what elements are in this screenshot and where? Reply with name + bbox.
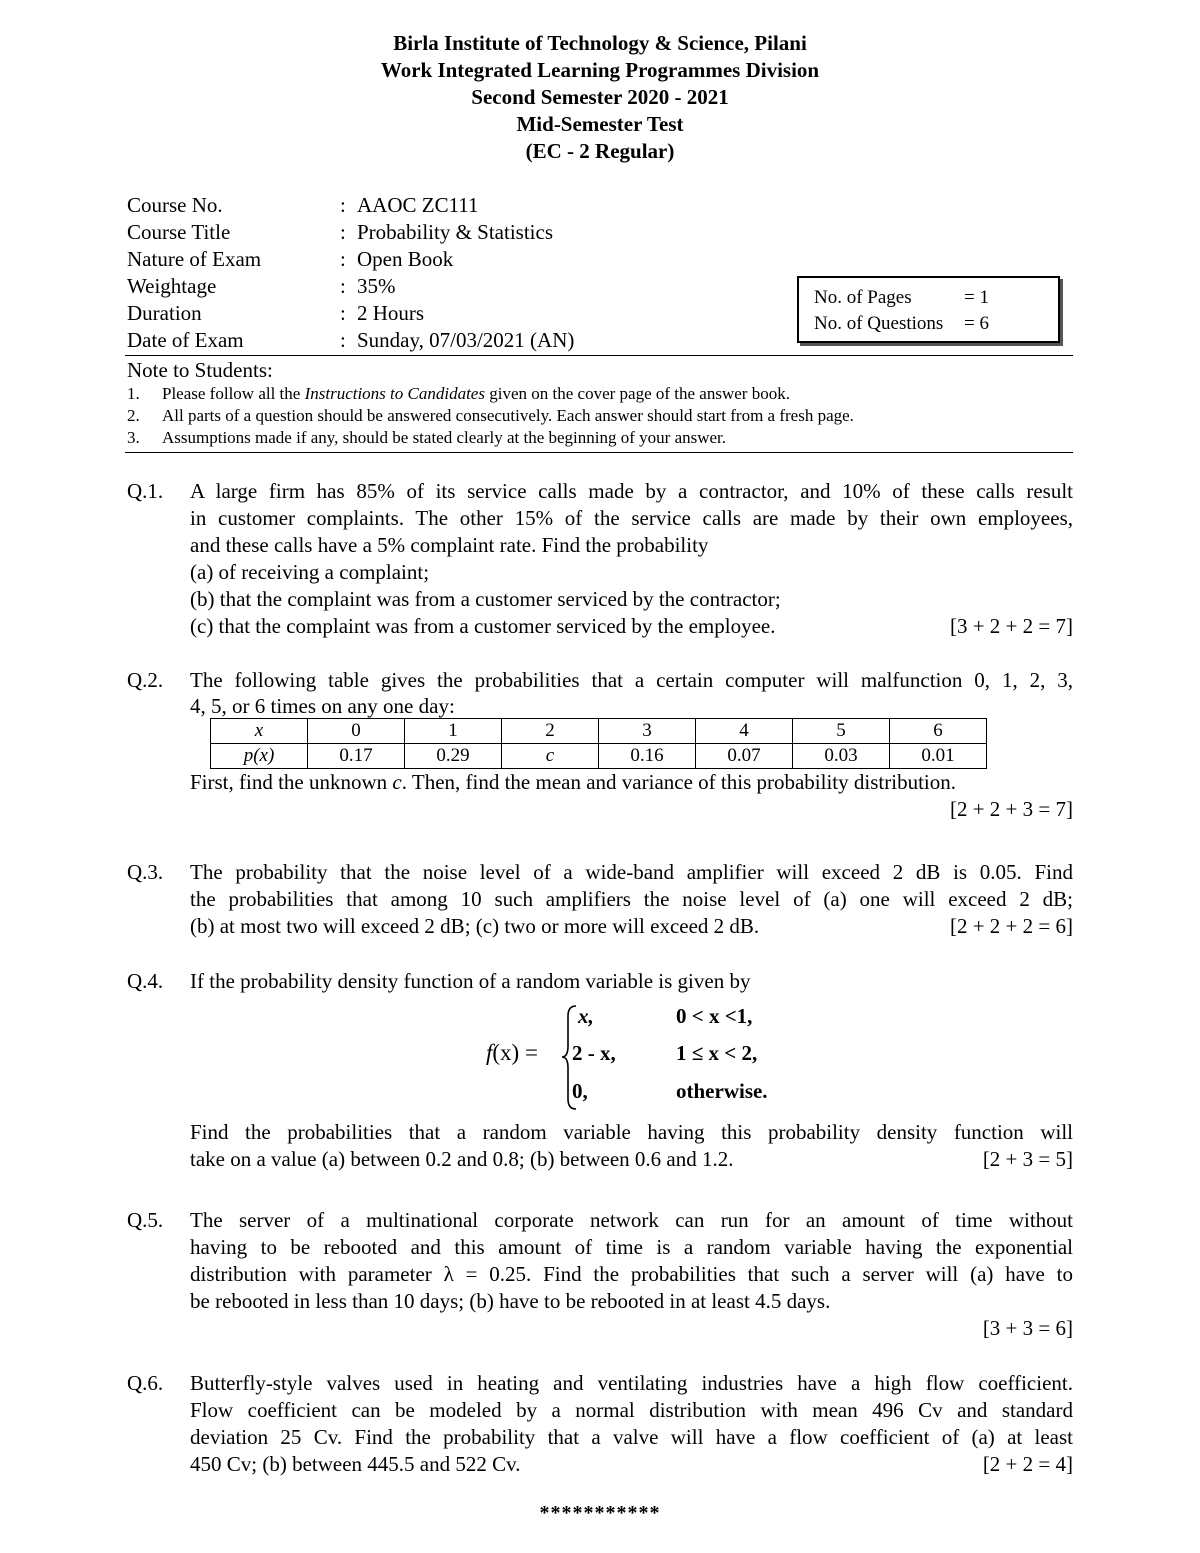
question-text-line: and these calls have a 5% complaint rate. Find the probability xyxy=(190,533,709,557)
question-text-line: (a) of receiving a complaint; xyxy=(190,560,430,584)
question-number: Q.6. xyxy=(127,1371,164,1395)
formula-lhs-rest: (x) = xyxy=(492,1040,538,1065)
table-cell: p(x) xyxy=(211,744,308,769)
meta-label: Weightage xyxy=(127,274,217,298)
notes-title: Note to Students: xyxy=(127,358,273,382)
question-last-line xyxy=(190,913,1073,940)
note-item xyxy=(127,383,1073,405)
question-body xyxy=(190,859,1073,940)
table-row xyxy=(211,719,987,744)
meta-label: Duration xyxy=(127,301,202,325)
note-number: 3. xyxy=(127,428,140,447)
marks-allocation: [2 + 2 = 4] xyxy=(982,1452,1073,1476)
question-number: Q.4. xyxy=(127,969,164,993)
case-1-condition: 0 < x <1, xyxy=(676,1004,753,1028)
question-text-line: 4, 5, or 6 times on any one day: xyxy=(190,694,455,718)
weightage-row xyxy=(127,273,574,300)
question-text-line: be rebooted in less than 10 days; (b) have to be rebooted in at least 4.5 days. xyxy=(190,1289,831,1313)
probability-table xyxy=(210,718,987,769)
question-number: Q.1. xyxy=(127,479,164,503)
meta-label: Date of Exam xyxy=(127,328,244,352)
question-body xyxy=(190,478,1073,640)
end-of-paper-stars: *********** xyxy=(539,1502,661,1524)
table-cell: 3 xyxy=(599,719,696,744)
question-body xyxy=(190,667,1073,823)
exam-nature-row xyxy=(127,246,574,273)
question-text-line xyxy=(190,769,1073,796)
questions-label: No. of Questions xyxy=(814,313,944,334)
division-name: Work Integrated Learning Programmes Division xyxy=(380,58,820,82)
course-number-row xyxy=(127,192,574,219)
question-last-line xyxy=(190,1451,1073,1478)
note-text-part: given on the cover page of the answer book. xyxy=(484,384,790,403)
course-title-row xyxy=(127,219,574,246)
note-emphasis: Instructions to Candidates xyxy=(304,384,485,403)
pages-value: = 1 xyxy=(964,287,989,308)
duration-row xyxy=(127,300,574,327)
question-number: Q.3. xyxy=(127,860,164,884)
case-1-expr xyxy=(578,1004,594,1029)
question-body xyxy=(190,1119,1073,1173)
table-cell: x xyxy=(211,719,308,744)
note-number: 2. xyxy=(127,406,140,425)
note-number: 1. xyxy=(127,384,140,403)
divider-bottom xyxy=(125,452,1073,453)
pages-questions-box xyxy=(797,276,1060,343)
question-text-line: If the probability density function of a random variable is given by xyxy=(190,969,751,993)
table-cell: 2 xyxy=(502,719,599,744)
question-text-line: A large firm has 85% of its service calls made by a contractor, and 10% of these calls result xyxy=(190,479,1073,503)
table-cell: 0.17 xyxy=(308,744,405,769)
table-cell: 1 xyxy=(405,719,502,744)
table-cell: 4 xyxy=(696,719,793,744)
pages-count-row xyxy=(814,285,1058,311)
marks-allocation: [2 + 2 + 3 = 7] xyxy=(949,797,1073,821)
question-body xyxy=(190,1207,1073,1342)
question-text-line: Butterfly-style valves used in heating and ventilating industries have a high flow coefficient. xyxy=(190,1371,1073,1395)
table-row xyxy=(211,744,987,769)
formula-lhs xyxy=(486,1040,538,1066)
question-text-line: take on a value (a) between 0.2 and 0.8; (b) between 0.6 and 1.2. xyxy=(190,1147,734,1171)
divider-top xyxy=(125,355,1073,356)
test-name: Mid-Semester Test xyxy=(516,112,684,136)
note-text-part: Please follow all the xyxy=(162,384,305,403)
note-text xyxy=(162,383,790,405)
question-text-line: deviation 25 Cv. Find the probability that a valve will have a flow coefficient of (a) at least xyxy=(190,1425,1073,1449)
table-cell: 0.29 xyxy=(405,744,502,769)
meta-value: 2 Hours xyxy=(357,301,425,325)
variable-c: c xyxy=(392,770,402,794)
marks-allocation: [3 + 3 = 6] xyxy=(982,1316,1073,1340)
function-symbol: f xyxy=(486,1040,493,1065)
case-3-condition: otherwise. xyxy=(676,1079,768,1103)
question-text-line: The following table gives the probabilities that a certain computer will malfunction 0, 1, 2, 3, xyxy=(190,668,1073,692)
semester: Second Semester 2020 - 2021 xyxy=(471,85,729,109)
question-text-line: 450 Cv; (b) between 445.5 and 522 Cv. xyxy=(190,1452,521,1476)
table-cell: 0.07 xyxy=(696,744,793,769)
question-text-part: . Then, find the mean and variance of this probability distribution. xyxy=(401,770,956,794)
institute-name: Birla Institute of Technology & Science, Pilani xyxy=(393,31,807,55)
table-cell: 0 xyxy=(308,719,405,744)
test-component: (EC - 2 Regular) xyxy=(525,139,675,163)
pages-label: No. of Pages xyxy=(814,287,912,308)
table-cell: 0.01 xyxy=(890,744,987,769)
case-2-expr: 2 - x, xyxy=(572,1041,616,1065)
meta-colon: : xyxy=(340,220,346,244)
meta-label: Course Title xyxy=(127,220,231,244)
table-cell: 5 xyxy=(793,719,890,744)
table-cell: 0.16 xyxy=(599,744,696,769)
case-3-expr: 0, xyxy=(572,1079,588,1103)
question-last-line xyxy=(190,1146,1073,1173)
case-2-condition: 1 ≤ x < 2, xyxy=(676,1041,758,1065)
question-text-line: in customer complaints. The other 15% of the service calls are made by their own employees, xyxy=(190,506,1073,530)
meta-value: Open Book xyxy=(357,247,454,271)
question-number: Q.5. xyxy=(127,1208,164,1232)
marks-allocation: [2 + 3 = 5] xyxy=(982,1147,1073,1171)
meta-value: 35% xyxy=(357,274,396,298)
questions-count-row xyxy=(814,311,1058,337)
note-text: Assumptions made if any, should be stated clearly at the beginning of your answer. xyxy=(162,428,727,447)
meta-colon: : xyxy=(340,328,346,352)
marks-allocation: [3 + 2 + 2 = 7] xyxy=(949,614,1073,638)
pdf-formula xyxy=(480,1000,800,1115)
question-text-line: (b) that the complaint was from a customer serviced by the contractor; xyxy=(190,587,781,611)
note-text: All parts of a question should be answered consecutively. Each answer should start from a fresh page. xyxy=(162,406,854,425)
meta-value: AAOC ZC111 xyxy=(357,193,479,217)
questions-value: = 6 xyxy=(964,313,989,334)
question-number: Q.2. xyxy=(127,668,164,692)
question-text-line: The probability that the noise level of a wide-band amplifier will exceed 2 dB is 0.05. Find xyxy=(190,860,1073,884)
meta-value: Probability & Statistics xyxy=(357,220,554,244)
question-text-line: the probabilities that among 10 such amplifiers the noise level of (a) one will exceed 2 dB; xyxy=(190,887,1073,911)
question-body xyxy=(190,968,1073,995)
meta-colon: : xyxy=(340,301,346,325)
note-item xyxy=(127,405,1073,427)
question-last-line xyxy=(190,613,1073,640)
question-text-line: having to be rebooted and this amount of time is a random variable having the exponential xyxy=(190,1235,1073,1259)
question-text-line: The server of a multinational corporate network can run for an amount of time without xyxy=(190,1208,1073,1232)
notes-to-students xyxy=(127,358,1073,449)
question-text-line: Flow coefficient can be modeled by a normal distribution with mean 496 Cv and standard xyxy=(190,1398,1073,1422)
table-cell: c xyxy=(502,744,599,769)
question-body xyxy=(190,1370,1073,1478)
marks-allocation: [2 + 2 + 2 = 6] xyxy=(949,914,1073,938)
table-cell: 0.03 xyxy=(793,744,890,769)
exam-header xyxy=(0,30,1200,165)
meta-value: Sunday, 07/03/2021 (AN) xyxy=(357,328,575,352)
question-text-line: distribution with parameter λ = 0.25. Find the probabilities that such a server will (a) have to xyxy=(190,1262,1073,1286)
meta-colon: : xyxy=(340,193,346,217)
question-text-part: First, find the unknown xyxy=(190,770,393,794)
question-text-line: (c) that the complaint was from a customer serviced by the employee. xyxy=(190,614,776,638)
question-text-line: Find the probabilities that a random variable having this probability density function will xyxy=(190,1120,1073,1144)
meta-colon: : xyxy=(340,274,346,298)
course-details xyxy=(127,192,574,354)
note-item xyxy=(127,427,1073,449)
meta-label: Course No. xyxy=(127,193,223,217)
table-cell: 6 xyxy=(890,719,987,744)
question-text-line: (b) at most two will exceed 2 dB; (c) two or more will exceed 2 dB. xyxy=(190,914,760,938)
meta-colon: : xyxy=(340,247,346,271)
meta-label: Nature of Exam xyxy=(127,247,262,271)
exam-date-row xyxy=(127,327,574,354)
case-expression: x, xyxy=(578,1004,594,1028)
